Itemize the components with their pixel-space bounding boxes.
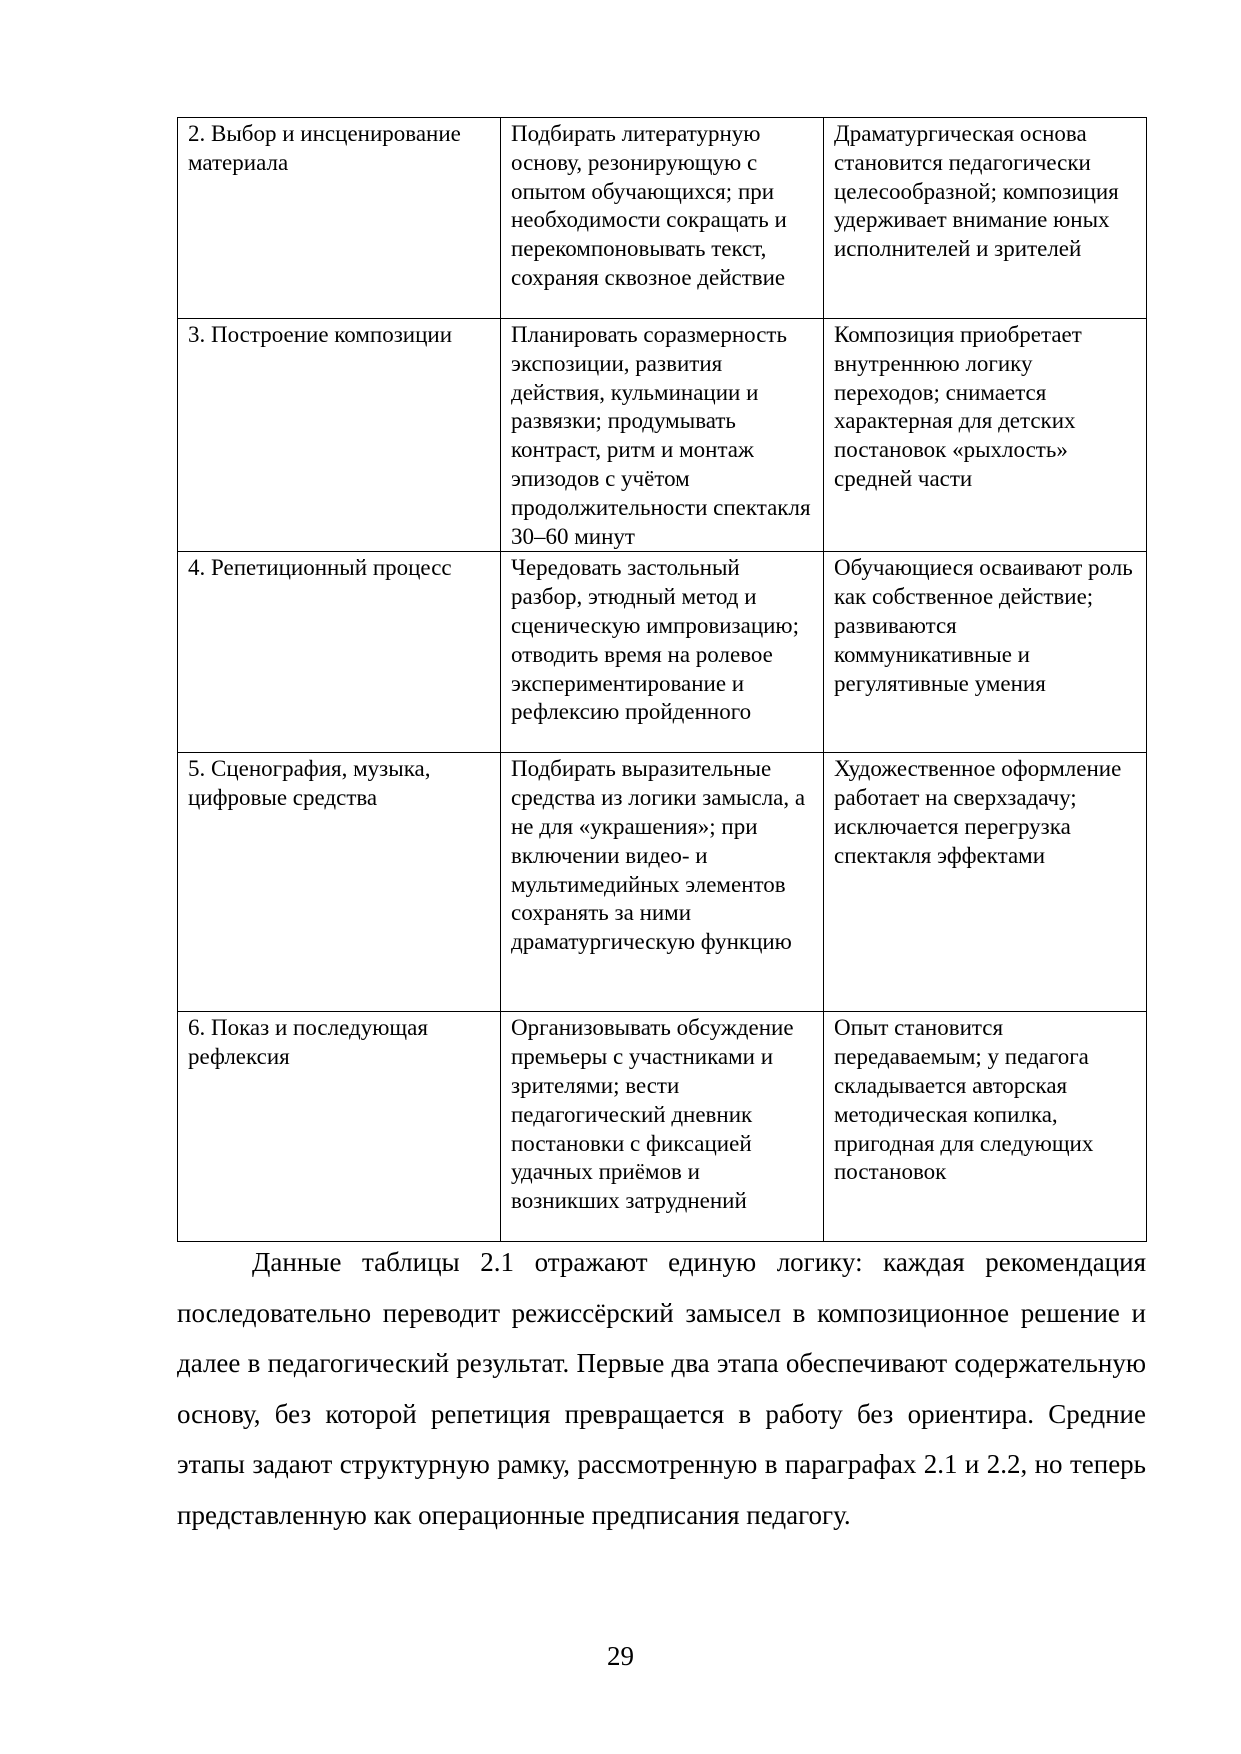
result-cell: Драматургическая основа становится педагогически целесообразной; композиция удерживает внимание юных исполнителей и зрителей	[824, 118, 1147, 319]
recommendations-table	[177, 117, 1147, 1242]
table-row	[178, 118, 1147, 319]
recommendation-cell: Чередовать застольный разбор, этюдный метод и сценическую импровизацию; отводить время на ролевое экспериментирование и рефлексию пройденного	[501, 552, 824, 753]
result-cell: Опыт становится передаваемым; у педагога складывается авторская методическая копилка, пригодная для следующих постановок	[824, 1012, 1147, 1242]
table-row	[178, 552, 1147, 753]
stage-cell: 2. Выбор и инсценирование материала	[178, 118, 501, 319]
recommendation-cell: Подбирать литературную основу, резонирующую с опытом обучающихся; при необходимости сокращать и перекомпоновывать текст, сохраняя сквозное действие	[501, 118, 824, 319]
table-row	[178, 753, 1147, 1012]
body-paragraph: Данные таблицы 2.1 отражают единую логику: каждая рекомендация последовательно переводит режиссёрский замысел в композиционное решение и далее в педагогический результат. Первые два этапа обеспечивают содержательную основу, без которой репетиция превращается в работу без ориентира. Средние этапы задают структурную рамку, рассмотренную в параграфах 2.1 и 2.2, но теперь представленную как операционные предписания педагогу.	[177, 1247, 1146, 1530]
stage-cell: 5. Сценография, музыка, цифровые средства	[178, 753, 501, 1012]
result-cell: Обучающиеся осваивают роль как собственное действие; развиваются коммуникативные и регулятивные умения	[824, 552, 1147, 753]
recommendation-cell: Подбирать выразительные средства из логики замысла, а не для «украшения»; при включении видео- и мультимедийных элементов сохранять за ними драматургическую функцию	[501, 753, 824, 1012]
recommendation-cell: Планировать соразмерность экспозиции, развития действия, кульминации и развязки; продумывать контраст, ритм и монтаж эпизодов с учётом продолжительности спектакля 30–60 минут	[501, 319, 824, 552]
table-row	[178, 1012, 1147, 1242]
result-cell: Художественное оформление работает на сверхзадачу; исключается перегрузка спектакля эффектами	[824, 753, 1147, 1012]
result-cell: Композиция приобретает внутреннюю логику переходов; снимается характерная для детских постановок «рыхлость» средней части	[824, 319, 1147, 552]
stage-cell: 6. Показ и последующая рефлексия	[178, 1012, 501, 1242]
stage-cell: 3. Построение композиции	[178, 319, 501, 552]
table-row	[178, 319, 1147, 552]
recommendation-cell: Организовывать обсуждение премьеры с участниками и зрителями; вести педагогический дневник постановки с фиксацией удачных приёмов и возникших затруднений	[501, 1012, 824, 1242]
stage-cell: 4. Репетиционный процесс	[178, 552, 501, 753]
page-number: 29	[607, 1641, 634, 1671]
